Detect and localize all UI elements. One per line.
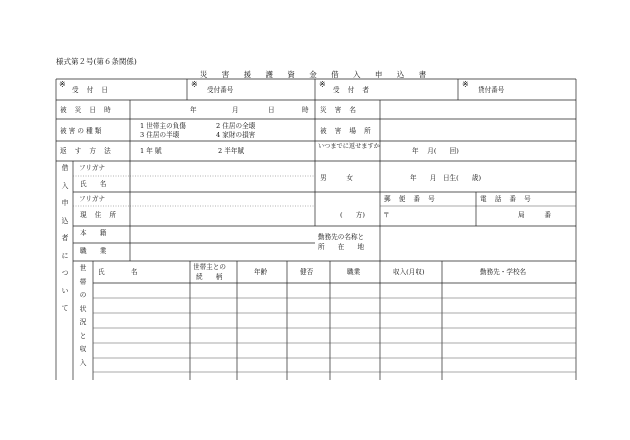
postal-mark: 〒 — [383, 211, 390, 219]
name-label: 氏 名 — [80, 180, 107, 188]
form-title: 災 害 援 護 資 金 借 入 申 込 書 — [199, 70, 433, 79]
disaster-year-unit: 年 — [190, 106, 197, 114]
household-header-relation-2: 続 柄 — [196, 273, 223, 281]
phone-label: 電 話 番 号 — [480, 195, 534, 203]
disaster-date-label: 被 災 日 時 — [60, 106, 114, 114]
reception-number-label: 受付番号 — [207, 86, 234, 94]
asterisk-mark: ※ — [191, 80, 198, 89]
household-header-job: 職業 — [347, 268, 361, 276]
form-number: 様式第２号(第６条関係) — [56, 57, 137, 66]
furigana2-label: フリガナ — [79, 195, 106, 203]
household-header-workplace: 勤務先・学校名 — [480, 268, 527, 276]
ward-field: ( 方) — [340, 211, 365, 219]
disaster-name-field[interactable] — [382, 103, 574, 117]
household-header-age: 年齢 — [254, 268, 268, 276]
repay-until-value[interactable]: 年 月( 回) — [412, 147, 459, 155]
asterisk-mark: ※ — [59, 80, 66, 89]
household-side-label: 世 帯 の 状 況 と 収 入 — [79, 264, 87, 367]
damage-option-3[interactable]: 3 住居の半壊 — [140, 131, 180, 139]
workplace-label-line2: 所 在 地 — [318, 243, 365, 251]
reception-date-label: 受 付 日 — [72, 86, 111, 94]
domicile-label: 本 籍 — [80, 229, 107, 237]
address-field[interactable] — [132, 209, 312, 223]
damage-option-4[interactable]: 4 家財の損害 — [216, 131, 256, 139]
workplace-label-line1: 勤務先の名称と — [318, 233, 365, 241]
occupation-label: 職 業 — [80, 247, 107, 255]
household-header-relation-1: 世帯主との — [193, 263, 226, 271]
disaster-day-unit: 日 — [268, 106, 275, 114]
disaster-name-label: 災 害 名 — [320, 106, 359, 114]
damage-type-label: 被 害 の 種 類 — [60, 127, 102, 135]
disaster-hour-unit: 時 — [302, 106, 309, 114]
loan-number-label: 貸付番号 — [478, 86, 505, 94]
asterisk-mark: ※ — [319, 80, 326, 89]
furigana-field[interactable] — [132, 164, 312, 174]
furigana-label: フリガナ — [79, 164, 106, 172]
asterisk-mark: ※ — [462, 80, 469, 89]
receiver-label: 受 付 者 — [333, 86, 372, 94]
household-header-health: 健否 — [300, 268, 314, 276]
postal-code-label: 郵 便 番 号 — [384, 195, 438, 203]
birth-date-field[interactable]: 年 月 日生( 歳) — [410, 174, 482, 182]
repay-option-semiannual[interactable]: 2 半年賦 — [218, 147, 245, 155]
damage-option-2[interactable]: 2 住居の全壊 — [216, 122, 256, 130]
damage-option-1[interactable]: 1 世帯主の負傷 — [140, 122, 186, 130]
name-field[interactable] — [132, 178, 312, 190]
gender-options[interactable]: 男 女 — [320, 174, 353, 182]
repay-method-label: 返 す 方 法 — [60, 147, 114, 155]
damage-location-label: 被 害 場 所 — [320, 127, 374, 135]
domicile-field[interactable] — [132, 228, 312, 241]
household-header-name: 氏 名 — [98, 268, 138, 276]
disaster-month-unit: 月 — [232, 106, 239, 114]
occupation-field[interactable] — [132, 245, 312, 258]
address-label: 現 住 所 — [80, 211, 119, 219]
repay-until-label: いつまでに返せますか — [318, 143, 380, 150]
household-header-income: 収入(月収) — [393, 268, 425, 276]
applicant-side-label: 借 入 申 込 者 に つ い て — [61, 164, 69, 312]
workplace-field[interactable] — [382, 229, 574, 257]
repay-option-annual[interactable]: 1 年 賦 — [140, 147, 162, 155]
phone-suffix: 局 番 — [518, 211, 551, 219]
